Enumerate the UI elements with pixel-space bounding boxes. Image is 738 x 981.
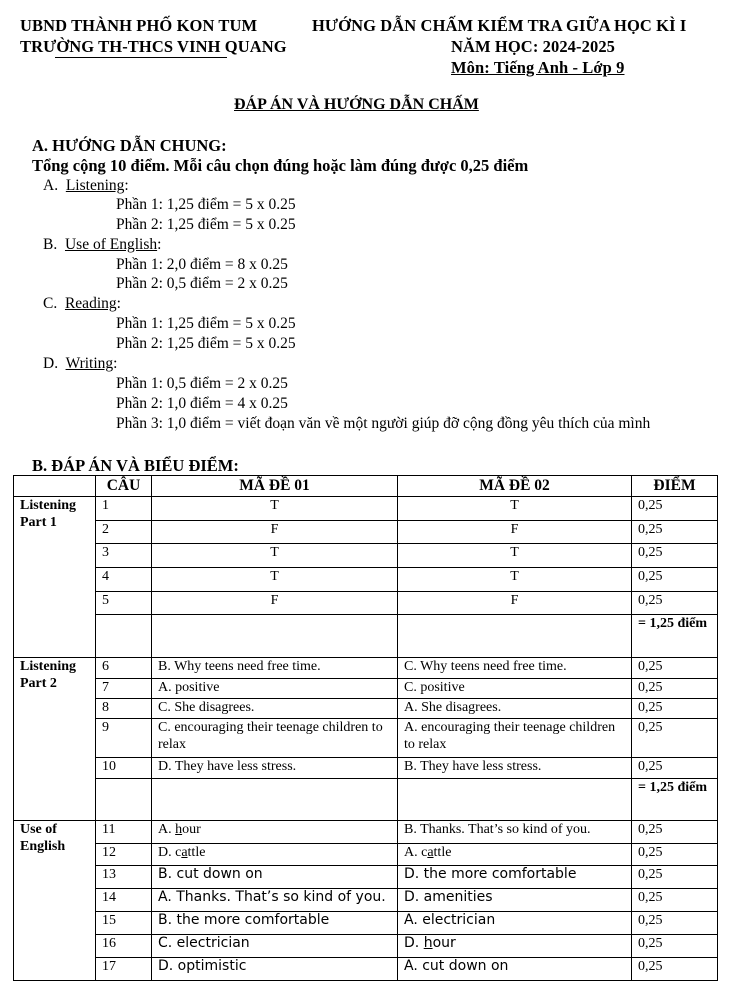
points: 0,25 [632,958,718,981]
question-number: 5 [96,592,152,615]
table-header-row [14,476,718,497]
question-number: 15 [96,912,152,935]
answer-code-01: A. Thanks. That’s so kind of you. [152,889,398,912]
part-label: Listening Part 2 [14,658,96,821]
answer-code-02: B. They have less stress. [398,758,632,779]
answer-code-01: B. the more comfortable [152,912,398,935]
answer-code-02: A. encouraging their teenage children to relax [398,719,632,758]
school-year: NĂM HỌC: 2024-2025 [451,37,616,56]
group-line: Phần 2: 1,25 điểm = 5 x 0.25 [116,335,296,352]
answer-code-01: T [152,497,398,521]
table-row [14,844,718,866]
question-number: 1 [96,497,152,521]
header-code-01: MÃ ĐỀ 01 [152,476,398,497]
question-number: 8 [96,699,152,719]
answer-code-02: C. Why teens need free time. [398,658,632,679]
question-number: 13 [96,866,152,889]
answer-code-01: C. encouraging their teenage children to relax [152,719,398,758]
answer-code-02: D. hour [398,935,632,958]
answer-code-02: D. the more comfortable [398,866,632,889]
answer-code-01: D. They have less stress. [152,758,398,779]
points: 0,25 [632,679,718,699]
empty-cell [398,615,632,658]
group-label: A. Listening: [43,177,129,194]
answer-code-01: D. cattle [152,844,398,866]
empty-cell [398,779,632,821]
question-number: 12 [96,844,152,866]
table-row [14,719,718,758]
answer-code-01: B. cut down on [152,866,398,889]
table-row [14,912,718,935]
answer-code-01: T [152,544,398,568]
table-row [14,935,718,958]
table-row [14,679,718,699]
points: 0,25 [632,866,718,889]
points: 0,25 [632,521,718,544]
school-name [20,37,287,57]
answer-code-02: A. electrician [398,912,632,935]
question-number: 4 [96,568,152,592]
points: 0,25 [632,758,718,779]
answer-code-01: C. She disagrees. [152,699,398,719]
empty-cell [96,615,152,658]
question-number: 7 [96,679,152,699]
answer-code-02: F [398,521,632,544]
points: 0,25 [632,568,718,592]
question-number: 14 [96,889,152,912]
empty-cell [152,779,398,821]
header-code-02: MÃ ĐỀ 02 [398,476,632,497]
points: 0,25 [632,719,718,758]
answer-code-02: T [398,497,632,521]
school-name-text: TRƯỜNG TH-THCS VINH QUANG [20,37,287,56]
table-row [14,497,718,521]
points: 0,25 [632,821,718,844]
points: 0,25 [632,658,718,679]
points: 0,25 [632,889,718,912]
table-row [14,889,718,912]
answer-code-02: C. positive [398,679,632,699]
answer-code-01: A. positive [152,679,398,699]
answer-code-01: F [152,521,398,544]
answer-code-01: D. optimistic [152,958,398,981]
section-a-heading: A. HƯỚNG DẪN CHUNG: [32,136,227,155]
table-row [14,658,718,679]
school-authority: UBND THÀNH PHỐ KON TUM [20,16,258,35]
question-number: 10 [96,758,152,779]
group-label: C. Reading: [43,295,121,312]
group-line: Phần 1: 2,0 điểm = 8 x 0.25 [116,256,288,273]
part-total: = 1,25 điểm [632,779,718,821]
doc-heading: HƯỚNG DẪN CHẤM KIỂM TRA GIỮA HỌC KÌ I [312,16,687,35]
header-part [14,476,96,497]
group-line: Phần 2: 1,25 điểm = 5 x 0.25 [116,216,296,233]
empty-cell [152,615,398,658]
table-row [14,544,718,568]
table-row [14,568,718,592]
table-row [14,958,718,981]
header-points: ĐIỂM [632,476,718,497]
question-number: 2 [96,521,152,544]
points: 0,25 [632,935,718,958]
section-b-heading: B. ĐÁP ÁN VÀ BIỂU ĐIỂM: [32,456,239,475]
answer-code-02: A. cattle [398,844,632,866]
group-line: Phần 2: 1,0 điểm = 4 x 0.25 [116,395,288,412]
total-row [14,779,718,821]
answer-code-01: B. Why teens need free time. [152,658,398,679]
points: 0,25 [632,699,718,719]
answer-code-02: A. She disagrees. [398,699,632,719]
part-label: Use of English [14,821,96,981]
table-row [14,758,718,779]
table-row [14,521,718,544]
answer-code-01: T [152,568,398,592]
answer-code-02: T [398,568,632,592]
answer-code-01: F [152,592,398,615]
points: 0,25 [632,497,718,521]
answer-table [13,475,718,981]
group-line: Phần 3: 1,0 điểm = viết đoạn văn về một người giúp đỡ cộng đồng yêu thích của mình [116,415,651,432]
answer-code-01: A. hour [152,821,398,844]
question-number: 9 [96,719,152,758]
points: 0,25 [632,912,718,935]
points: 0,25 [632,844,718,866]
question-number: 16 [96,935,152,958]
question-number: 3 [96,544,152,568]
page-title: ĐÁP ÁN VÀ HƯỚNG DẪN CHẤM [234,96,479,113]
group-line: Phần 1: 0,5 điểm = 2 x 0.25 [116,375,288,392]
total-row [14,615,718,658]
answer-code-02: D. amenities [398,889,632,912]
subject-grade: Môn: Tiếng Anh - Lớp 9 [451,58,625,77]
empty-cell [96,779,152,821]
answer-code-02: F [398,592,632,615]
header-question: CÂU [96,476,152,497]
table-row [14,699,718,719]
group-label: D. Writing: [43,355,118,372]
part-label: Listening Part 1 [14,497,96,658]
answer-code-02: A. cut down on [398,958,632,981]
question-number: 17 [96,958,152,981]
answer-code-02: B. Thanks. That’s so kind of you. [398,821,632,844]
question-number: 11 [96,821,152,844]
answer-code-02: T [398,544,632,568]
points: 0,25 [632,592,718,615]
group-label: B. Use of English: [43,236,162,253]
answer-code-01: C. electrician [152,935,398,958]
group-line: Phần 1: 1,25 điểm = 5 x 0.25 [116,196,296,213]
section-a-summary: Tổng cộng 10 điểm. Mỗi câu chọn đúng hoặc làm đúng được 0,25 điểm [32,156,529,175]
question-number: 6 [96,658,152,679]
group-line: Phần 1: 1,25 điểm = 5 x 0.25 [116,315,296,332]
table-row [14,821,718,844]
group-line: Phần 2: 0,5 điểm = 2 x 0.25 [116,275,288,292]
school-name-underline [55,57,227,58]
points: 0,25 [632,544,718,568]
part-total: = 1,25 điểm [632,615,718,658]
table-row [14,592,718,615]
table-row [14,866,718,889]
